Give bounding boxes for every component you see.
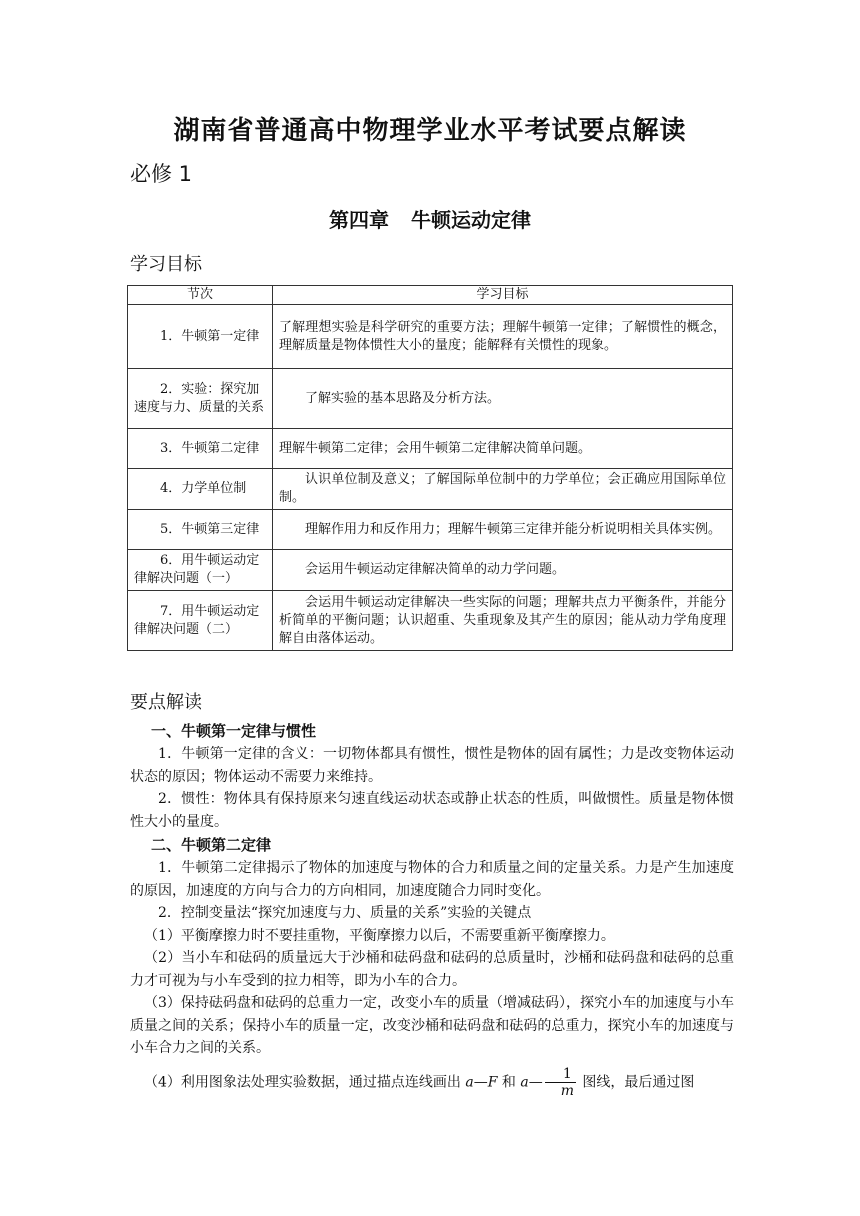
document-title: 湖南省普通高中物理学业水平考试要点解读 (173, 116, 687, 146)
paragraph: 2．控制变量法“探究加速度与力、质量的关系”实验的关键点 (158, 905, 532, 921)
chapter-heading (0, 204, 860, 233)
volume-label: 必修 1 (130, 162, 193, 186)
list-item: （1）平衡摩擦力时不要挂重物，平衡摩擦力以后，不需要重新平衡摩擦力。 (144, 927, 615, 944)
variable-a: a (520, 1074, 529, 1090)
part2-title: 二、牛顿第二定律 (151, 836, 272, 854)
goal-cell: 认识单位制及意义；了解国际单位制中的力学单位；会正确应用国际单位制。 (273, 469, 733, 510)
section-cell: 4．力学单位制 (128, 469, 273, 510)
chapter-number: 第四章 (329, 208, 389, 232)
table-row (128, 510, 733, 550)
goal-cell: 理解作用力和反作用力；理解牛顿第三定律并能分析说明相关具体实例。 (273, 510, 733, 550)
goal-cell: 会运用牛顿运动定律解决简单的动力学问题。 (273, 550, 733, 591)
part1-title: 一、牛顿第一定律与惯性 (151, 722, 317, 740)
table-row (128, 429, 733, 469)
goal-cell: 理解牛顿第二定律；会用牛顿第二定律解决简单问题。 (273, 429, 733, 469)
text-run: 图线，最后通过图 (577, 1074, 695, 1090)
variable-a: a (465, 1074, 474, 1090)
section-cell: 5．牛顿第三定律 (128, 510, 273, 550)
table-row (128, 469, 733, 510)
section-cell: 7．用牛顿运动定律解决问题（二） (128, 591, 273, 651)
column-header-goal: 学习目标 (273, 286, 733, 305)
text-run: 和 (497, 1074, 521, 1090)
list-item: （3）保持砝码盘和砝码的总重力一定，改变小车的质量（增减砝码），探究小车的加速度与小车质量之间的关系；保持小车的质量一定，改变沙桶和砝码盘和砝码的总重力，探究小车的加速度与小车合力之间的关系。 (130, 995, 734, 1056)
list-item: （2）当小车和砝码的质量远大于沙桶和砝码盘和砝码的总质量时，沙桶和砝码盘和砝码的总重力才可视为与小车受到的拉力相等，即为小车的合力。 (130, 950, 734, 989)
fraction (545, 1066, 576, 1099)
table-header-row (128, 286, 733, 305)
section-cell: 2．实验：探究加速度与力、质量的关系 (128, 369, 273, 429)
paragraph: 2．惯性：物体具有保持原来匀速直线运动状态或静止状态的性质，叫做惯性。质量是物体惯性大小的量度。 (130, 791, 734, 830)
goal-cell: 了解实验的基本思路及分析方法。 (273, 369, 733, 429)
column-header-section: 节次 (128, 286, 273, 305)
list-item (130, 1066, 734, 1099)
section-cell: 3．牛顿第二定律 (128, 429, 273, 469)
goal-cell: 了解理想实验是科学研究的重要方法；理解牛顿第一定律；了解惯性的概念，理解质量是物体惯性大小的量度；能解释有关惯性的现象。 (273, 305, 733, 369)
dash: — (473, 1074, 488, 1090)
keypoints-heading: 要点解读 (130, 692, 202, 713)
table-row (128, 550, 733, 591)
paragraph: 1．牛顿第二定律揭示了物体的加速度与物体的合力和质量之间的定量关系。力是产生加速度的原因，加速度的方向与合力的方向相同，加速度随合力同时变化。 (130, 860, 734, 899)
chapter-name: 牛顿运动定律 (411, 208, 531, 232)
fraction-numerator: 1 (545, 1066, 576, 1083)
table-row (128, 591, 733, 651)
table-row (128, 305, 733, 369)
table-row (128, 369, 733, 429)
objectives-table (127, 285, 733, 651)
paragraph: 1．牛顿第一定律的含义：一切物体都具有惯性，惯性是物体的固有属性；力是改变物体运动状态的原因；物体运动不需要力来维持。 (130, 746, 734, 785)
fraction-denominator: m (560, 1082, 574, 1099)
objectives-heading: 学习目标 (130, 254, 202, 275)
dash: — (528, 1074, 543, 1090)
section-cell: 1．牛顿第一定律 (128, 305, 273, 369)
section-cell: 6．用牛顿运动定律解决问题（一） (128, 550, 273, 591)
variable-f: F (487, 1074, 498, 1090)
goal-cell: 会运用牛顿运动定律解决一些实际的问题；理解共点力平衡条件，并能分析简单的平衡问题；认识超重、失重现象及其产生的原因；能从动力学角度理解自由落体运动。 (273, 591, 733, 651)
keypoints-body (130, 719, 734, 1099)
text-run: （4）利用图象法处理实验数据，通过描点连线画出 (144, 1074, 466, 1090)
